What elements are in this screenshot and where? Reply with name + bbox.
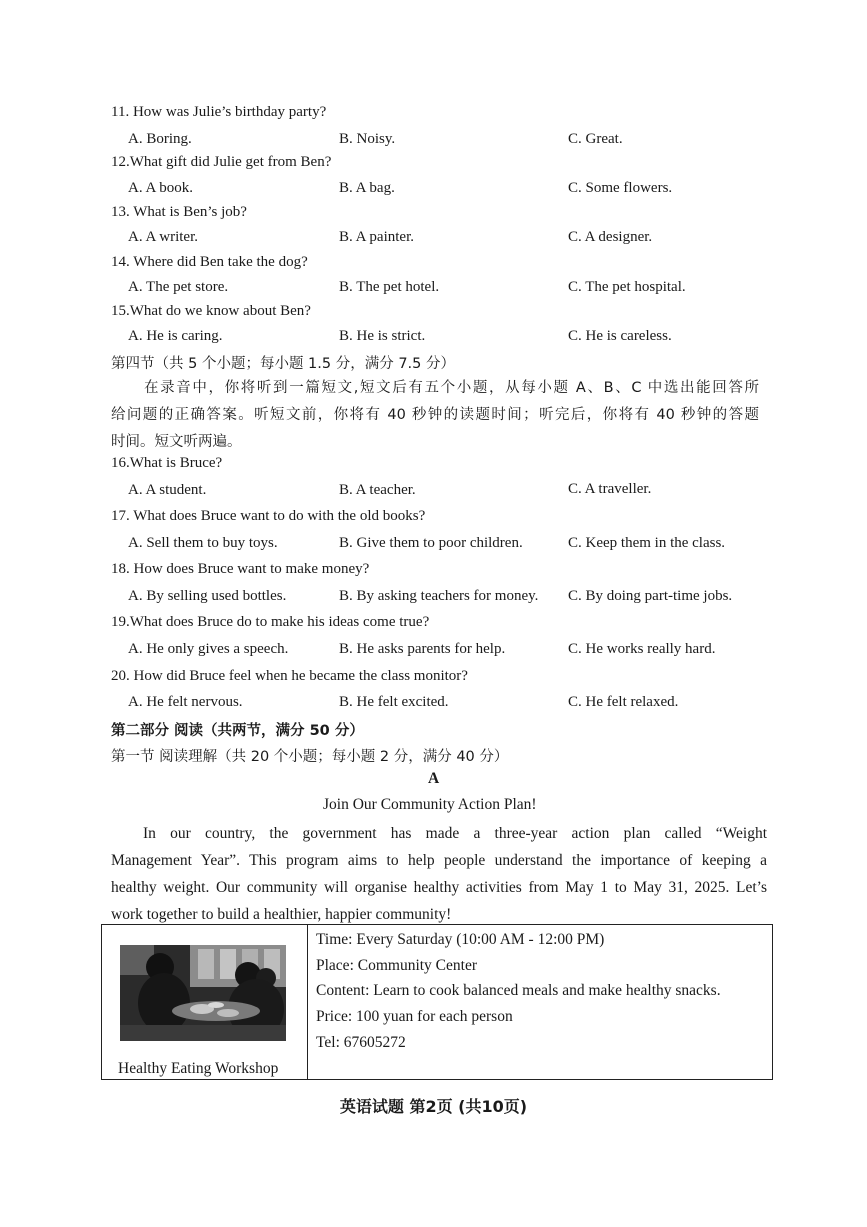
option-c: C. He works really hard. xyxy=(568,641,716,657)
instruction-line: 在录音中，你将听到一篇短文,短文后有五个小题，从每小题 A、B、C 中选出能回答所 xyxy=(144,380,759,396)
page-footer: 英语试题 第2页 (共10页) xyxy=(339,1097,528,1116)
activity-tel: Tel: 67605272 xyxy=(316,1034,406,1051)
question-15: 15.What do we know about Ben? xyxy=(111,303,311,319)
workshop-photo-image xyxy=(120,945,286,1041)
option-b: B. Give them to poor children. xyxy=(339,535,523,551)
option-c: C. The pet hospital. xyxy=(568,279,686,295)
option-a: A. A student. xyxy=(128,482,207,498)
option-a: A. He felt nervous. xyxy=(128,694,243,710)
part2-heading: 第二部分 阅读（共两节，满分 50 分） xyxy=(111,723,364,739)
option-c: C. A traveller. xyxy=(568,481,652,497)
box-divider xyxy=(307,925,308,1079)
question-11: 11. How was Julie’s birthday party? xyxy=(111,104,327,120)
option-b: B. He felt excited. xyxy=(339,694,449,710)
option-a: A. He is caring. xyxy=(128,328,223,344)
option-b: B. The pet hotel. xyxy=(339,279,440,295)
option-b: B. A bag. xyxy=(339,180,395,196)
question-19: 19.What does Bruce do to make his ideas come true? xyxy=(111,614,430,630)
option-c: C. He is careless. xyxy=(568,328,672,344)
activity-time: Time: Every Saturday (10:00 AM - 12:00 PM) xyxy=(316,931,605,948)
option-c: C. Great. xyxy=(568,131,623,147)
section1-heading: 第一节 阅读理解（共 20 个小题；每小题 2 分，满分 40 分） xyxy=(111,749,509,765)
option-b: B. He asks parents for help. xyxy=(339,641,506,657)
activity-price: Price: 100 yuan for each person xyxy=(316,1008,513,1025)
option-a: A. The pet store. xyxy=(128,279,229,295)
instruction-line: 给问题的正确答案。听短文前，你将有 40 秒钟的读题时间；听完后，你将有 40 秒钟的答题 xyxy=(111,407,759,423)
section4-instructions xyxy=(111,375,759,456)
passage-line: work together to build a healthier, happier community! xyxy=(111,906,452,923)
passage-line: In our country, the government has made a three-year action plan called “Weight xyxy=(143,825,767,842)
question-13: 13. What is Ben’s job? xyxy=(111,204,247,220)
question-16: 16.What is Bruce? xyxy=(111,455,223,471)
option-c: C. Keep them in the class. xyxy=(568,535,726,551)
option-a: A. A writer. xyxy=(128,229,198,245)
activity-content: Content: Learn to cook balanced meals and make healthy snacks. xyxy=(316,982,721,999)
question-17: 17. What does Bruce want to do with the old books? xyxy=(111,508,426,524)
question-18: 18. How does Bruce want to make money? xyxy=(111,561,370,577)
workshop-caption: Healthy Eating Workshop xyxy=(118,1060,279,1077)
passage-line: healthy weight. Our community will organise healthy activities from May 1 to May 31, 2025. Let’s xyxy=(111,879,767,896)
option-a: A. He only gives a speech. xyxy=(128,641,289,657)
option-a: A. A book. xyxy=(128,180,194,196)
passage-paragraph xyxy=(111,820,767,928)
question-12: 12.What gift did Julie get from Ben? xyxy=(111,154,332,170)
option-b: B. A painter. xyxy=(339,229,414,245)
option-b: B. By asking teachers for money. xyxy=(339,588,539,604)
option-a: A. Sell them to buy toys. xyxy=(128,535,278,551)
option-c: C. By doing part-time jobs. xyxy=(568,588,733,604)
option-c: C. Some flowers. xyxy=(568,180,673,196)
passage-title: Join Our Community Action Plan! xyxy=(323,796,537,813)
option-a: A. By selling used bottles. xyxy=(128,588,287,604)
option-a: A. Boring. xyxy=(128,131,192,147)
option-b: B. Noisy. xyxy=(339,131,396,147)
question-14: 14. Where did Ben take the dog? xyxy=(111,254,308,270)
instruction-line: 时间。短文听两遍。 xyxy=(111,434,242,450)
passage-letter: A xyxy=(428,770,440,787)
section4-heading: 第四节（共 5 个小题；每小题 1.5 分，满分 7.5 分） xyxy=(111,356,455,372)
option-c: C. He felt relaxed. xyxy=(568,694,679,710)
question-20: 20. How did Bruce feel when he became the class monitor? xyxy=(111,668,468,684)
activity-place: Place: Community Center xyxy=(316,957,478,974)
option-c: C. A designer. xyxy=(568,229,653,245)
activity-info-box xyxy=(101,924,773,1080)
option-b: B. A teacher. xyxy=(339,482,416,498)
passage-line: Management Year”. This program aims to help people understand the importance of keeping a xyxy=(111,852,767,869)
workshop-photo xyxy=(120,945,286,1041)
option-b: B. He is strict. xyxy=(339,328,426,344)
